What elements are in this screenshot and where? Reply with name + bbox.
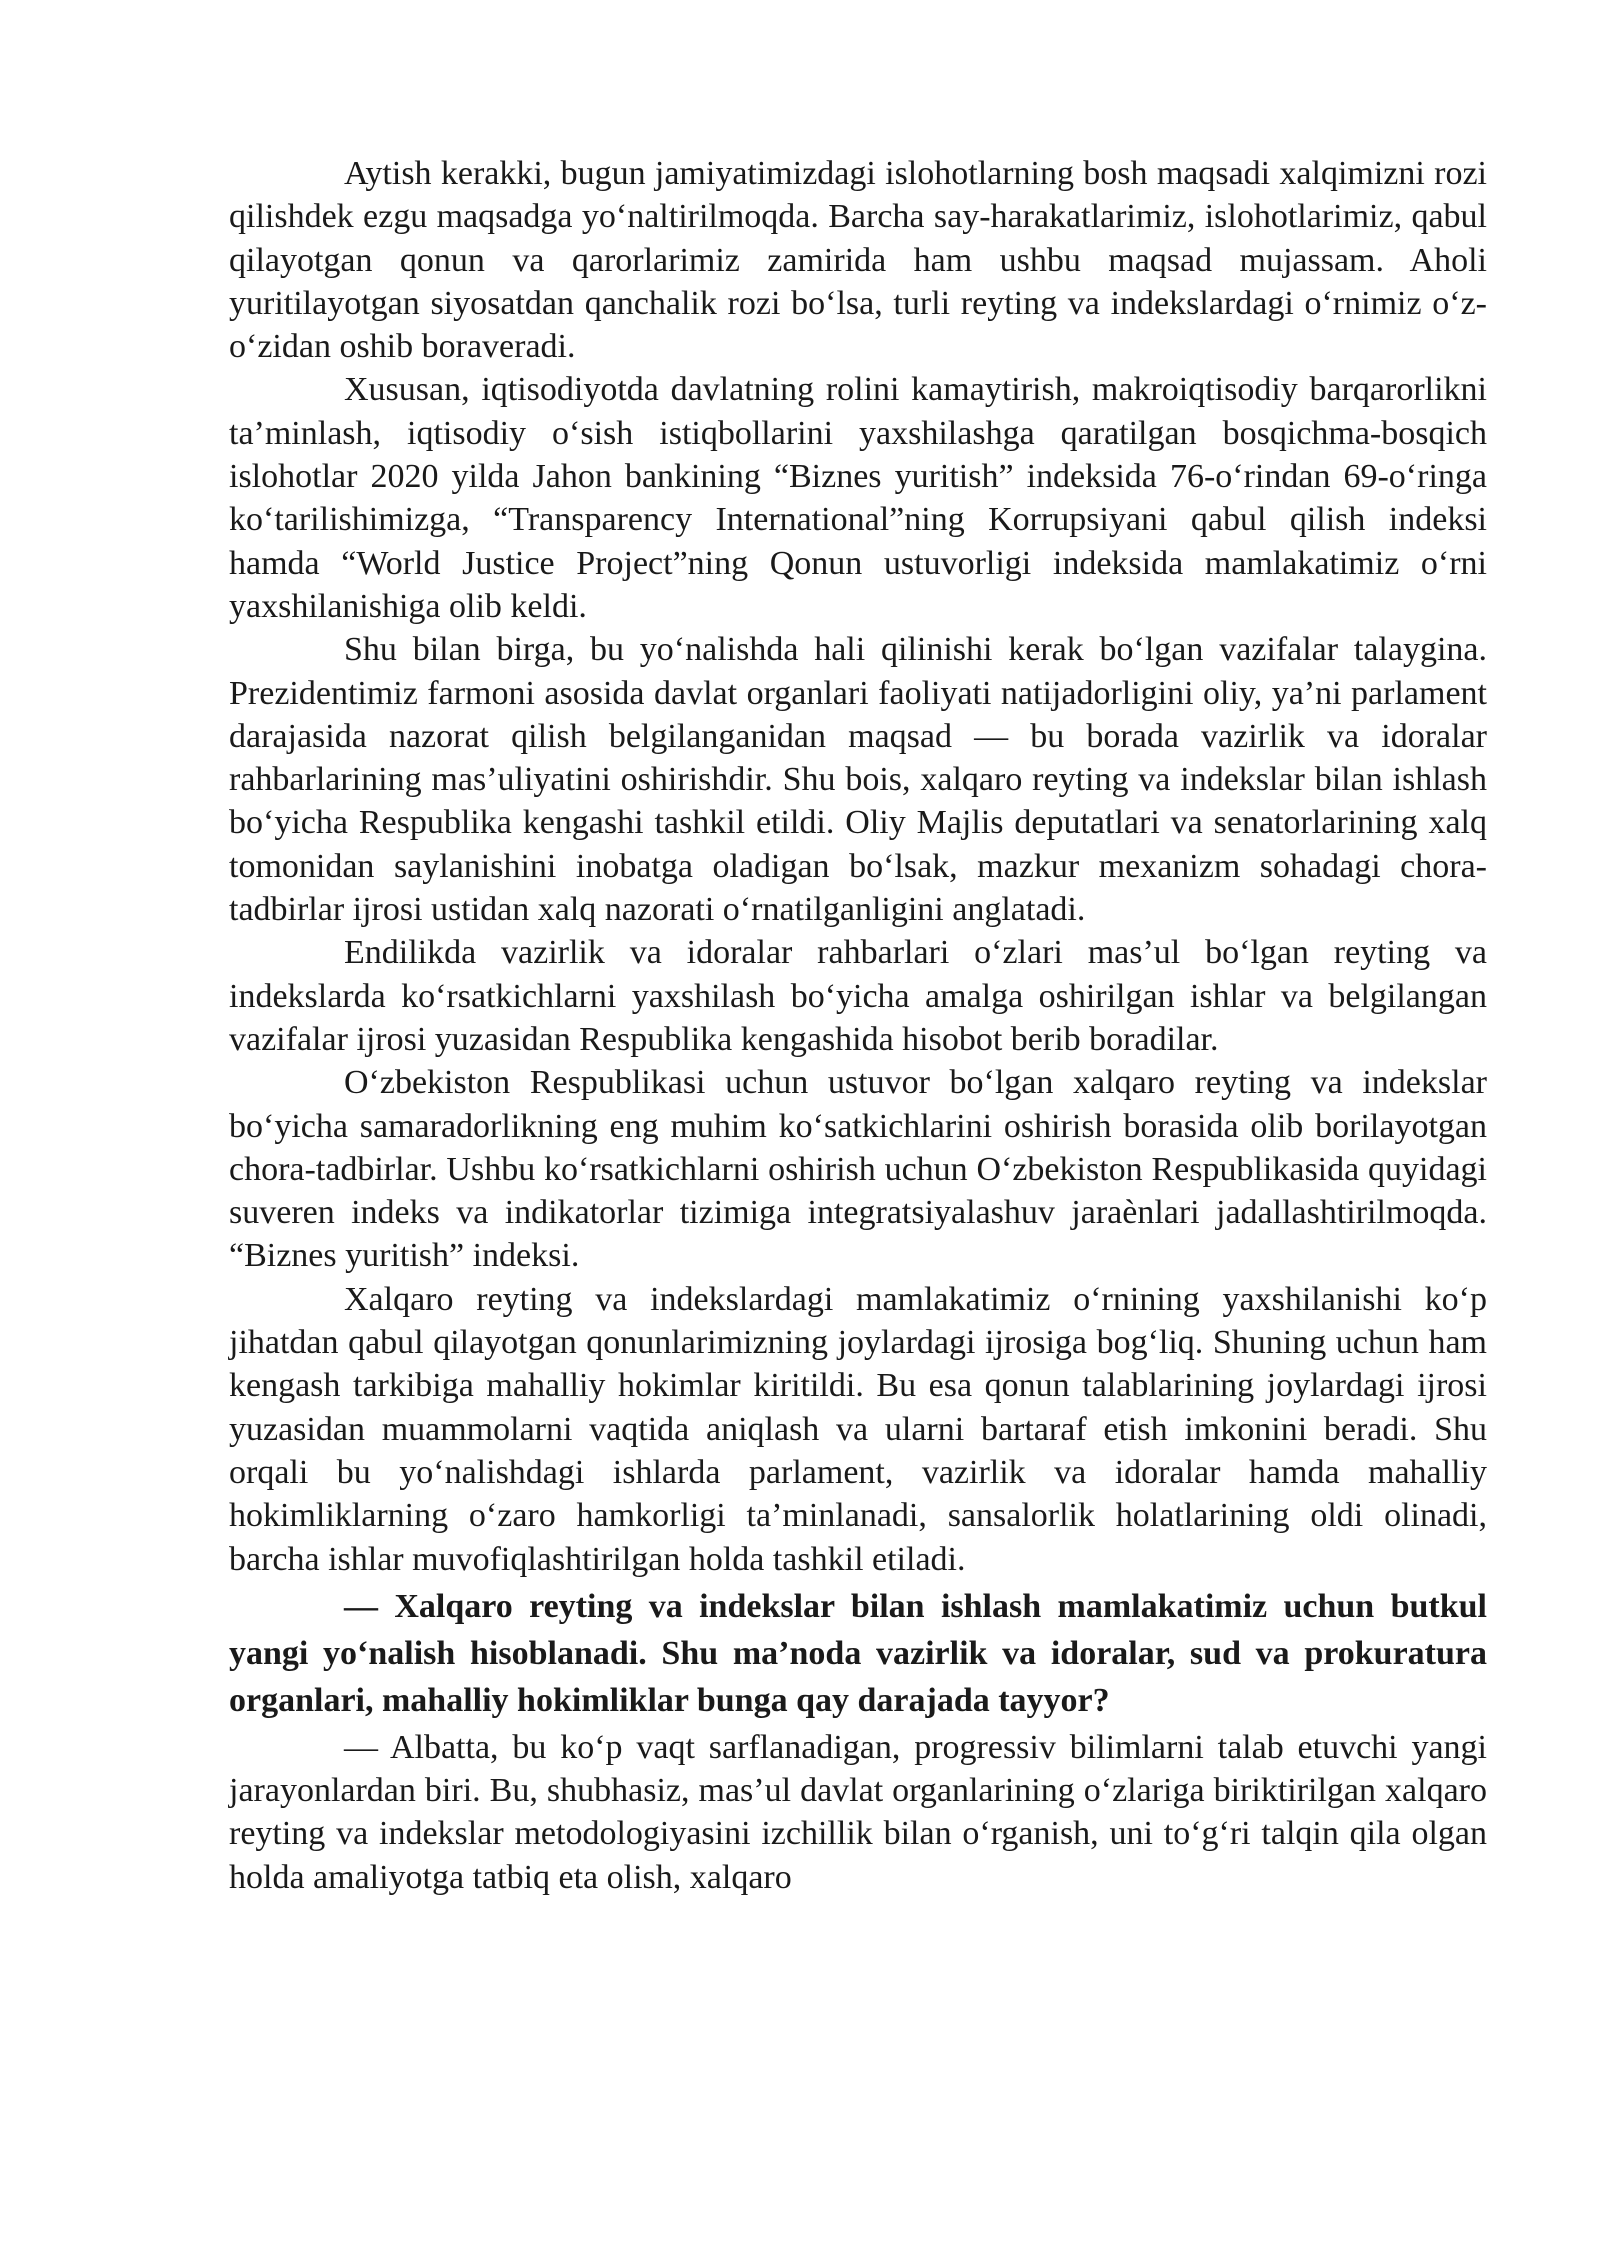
paragraph-5: O‘zbekiston Respublikasi uchun ustuvor bo‘lgan xalqaro reyting va indekslar bo‘yicha samaradorlikning eng muhim ko‘satkichlarini oshirish borasida olib borilayotgan chora-tadbirlar. Ushbu ko‘rsatkichlarni oshirish uchun O‘zbekiston Respublikasida quyidagi suveren indeks va indikatorlar tizimiga integratsiyalashuv jaraѐnlari jadallashtirilmoqda. “Biznes yuritish” indeksi. xyxy=(229,1064,1487,1275)
document-body xyxy=(229,152,1487,1899)
paragraph-1: Aytish kerakki, bugun jamiyatimizdagi islohotlarning bosh maqsadi xalqimizni rozi qilishdek ezgu maqsadga yo‘naltirilmoqda. Barcha say-harakatlarimiz, islohotlarimiz, qabul qilayotgan qonun va qarorlarimiz zamirida ham ushbu maqsad mujassam. Aholi yuritilayotgan siyosatdan qanchalik rozi bo‘lsa, turli reyting va indekslardagi o‘rnimiz o‘z-o‘zidan oshib boraveradi. xyxy=(229,155,1487,366)
paragraph-3: Shu bilan birga, bu yo‘nalishda hali qilinishi kerak bo‘lgan vazifalar talaygina. Prezidentimiz farmoni asosida davlat organlari faoliyati natijadorligini oliy, ya’ni parlament darajasida nazorat qilish belgilanganidan maqsad — bu borada vazirlik va idoralar rahbarlarining mas’uliyatini oshirishdir. Shu bois, xalqaro reyting va indekslar bilan ishlash bo‘yicha Respublika kengashi tashkil etildi. Oliy Majlis deputatlari va senatorlarining xalq tomonidan saylanishini inobatga oladigan bo‘lsak, mazkur mexanizm sohadagi chora-tadbirlar ijrosi ustidan xalq nazorati o‘rnatilganligini anglatadi. xyxy=(229,631,1487,929)
interview-answer: — Albatta, bu ko‘p vaqt sarflanadigan, progressiv bilimlarni talab etuvchi yangi jarayonlardan biri. Bu, shubhasiz, mas’ul davlat organlarining o‘zlariga biriktirilgan xalqaro reyting va indekslar metodologiyasini izchillik bilan o‘rganish, uni to‘g‘ri talqin qila olgan holda amaliyotga tatbiq eta olish, xalqaro xyxy=(229,1728,1487,1896)
interview-question: — Xalqaro reyting va indekslar bilan ishlash mamlakatimiz uchun butkul yangi yo‘nalish hisoblanadi. Shu ma’noda vazirlik va idoralar, sud va prokuratura organlari, mahalliy hokimliklar bunga qay darajada tayyor? xyxy=(229,1587,1487,1719)
paragraph-6: Xalqaro reyting va indekslardagi mamlakatimiz o‘rnining yaxshilanishi ko‘p jihatdan qabul qilayotgan qonunlarimizning joylardagi ijrosiga bog‘liq. Shuning uchun ham kengash tarkibiga mahalliy hokimlar kiritildi. Bu esa qonun talablarining joylardagi ijrosi yuzasidan muammolarni vaqtida aniqlash va ularni bartaraf etish imkonini beradi. Shu orqali bu yo‘nalishdagi ishlarda parlament, vazirlik va idoralar hamda mahalliy hokimliklarning o‘zaro hamkorligi ta’minlanadi, sansalorlik holatlarining oldi olinadi, barcha ishlar muvofiqlashtirilgan holda tashkil etiladi. xyxy=(229,1280,1487,1578)
paragraph-4: Endilikda vazirlik va idoralar rahbarlari o‘zlari mas’ul bo‘lgan reyting va indekslarda ko‘rsatkichlarni yaxshilash bo‘yicha amalga oshirilgan ishlar va belgilangan vazifalar ijrosi yuzasidan Respublika kengashida hisobot berib boradilar. xyxy=(229,934,1487,1058)
paragraph-2: Xususan, iqtisodiyotda davlatning rolini kamaytirish, makroiqtisodiy barqarorlikni ta’minlash, iqtisodiy o‘sish istiqbollarini yaxshilashga qaratilgan bosqichma-bosqich islohotlar 2020 yilda Jahon bankining “Biznes yuritish” indeksida 76-o‘rindan 69-o‘ringa ko‘tarilishimizga, “Transparency International”ning Korrupsiyani qabul qilish indeksi hamda “World Justice Project”ning Qonun ustuvorligi indeksida mamlakatimiz o‘rni yaxshilanishiga olib keldi. xyxy=(229,371,1487,625)
